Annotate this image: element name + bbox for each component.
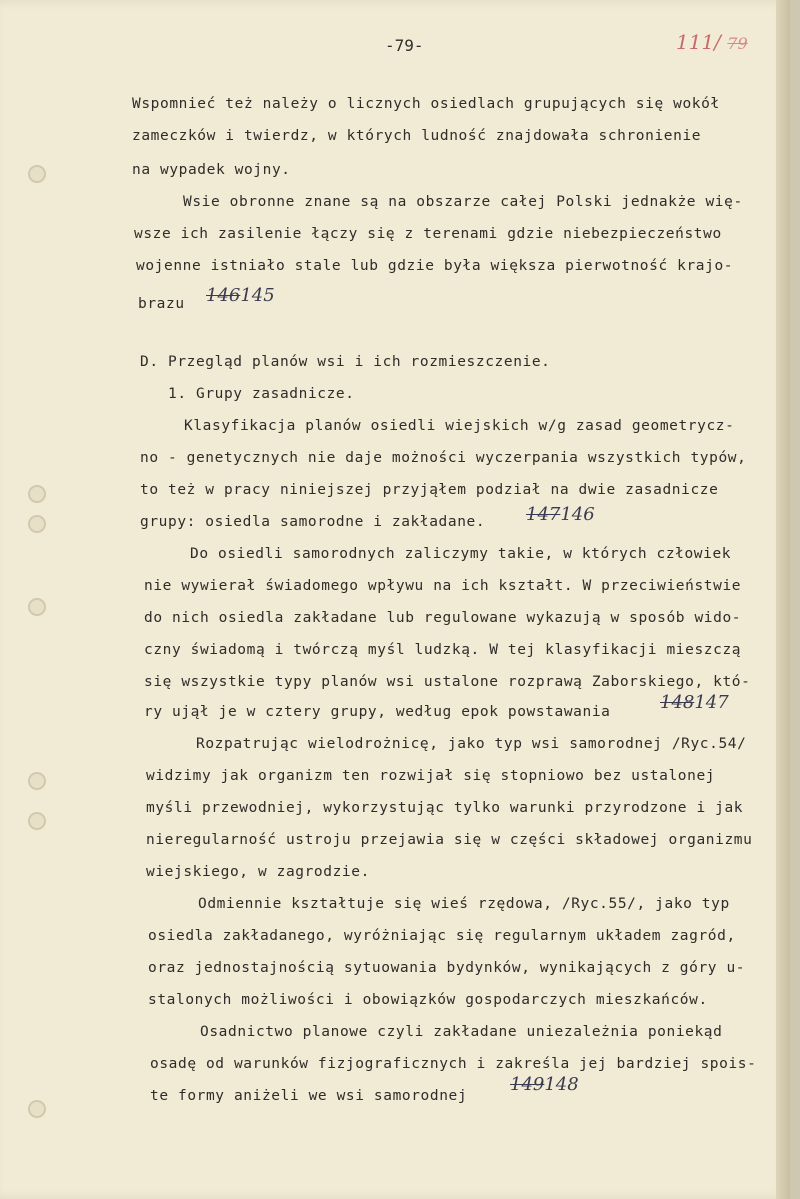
binder-hole [28,515,46,533]
binder-hole [28,1100,46,1118]
text-line: wiejskiego, w zagrodzie. [146,864,370,880]
archive-number-struck: 79 [727,34,748,53]
binder-hole [28,165,46,183]
text-line: Wspomnieć też należy o licznych osiedlach grupujących się wokół [132,96,720,112]
text-line: widzimy jak organizm ten rozwijał się stopniowo bez ustalonej [146,768,716,784]
text-line: wsze ich zasilenie łączy się z terenami gdzie niebezpieczeństwo [134,226,722,242]
text-line: Klasyfikacja planów osiedli wiejskich w/g zasad geometrycz- [184,418,735,434]
text-line: ry ujął je w cztery grupy, według epok powstawania [144,704,611,720]
new-page-ref: 147 [694,692,729,713]
struck-page-ref: 148 [660,692,695,713]
text-line: no - genetycznych nie daje możności wyczerpania wszystkich typów, [140,450,747,466]
text-line: czny świadomą i twórczą myśl ludzką. W tej klasyfikacji mieszczą [144,642,742,658]
text-line: nieregularność ustroju przejawia się w części składowej organizmu [146,832,753,848]
text-line: Wsie obronne znane są na obszarze całej Polski jednakże wię- [183,194,743,210]
handwritten-page-ref [526,504,595,525]
new-page-ref: 148 [544,1074,579,1095]
binder-hole [28,485,46,503]
text-line: osadę od warunków fizjograficznych i zakreśla jej bardziej spois- [150,1056,757,1072]
binder-hole [28,772,46,790]
text-line: Odmiennie kształtuje się wieś rzędowa, /Ryc.55/, jako typ [198,896,730,912]
text-line: wojenne istniało stale lub gdzie była większa pierwotność krajo- [136,258,734,274]
new-page-ref: 145 [240,285,275,306]
text-line: na wypadek wojny. [132,162,291,178]
text-line: te formy aniżeli we wsi samorodnej [150,1088,468,1104]
text-line: osiedla zakładanego, wyróżniając się regularnym układem zagród, [148,928,736,944]
handwritten-page-ref [206,285,275,306]
handwritten-page-ref [510,1074,579,1095]
struck-page-ref: 147 [526,504,561,525]
text-line: do nich osiedla zakładane lub regulowane wykazują w sposób wido- [144,610,742,626]
text-line: oraz jednostajnością sytuowania bydynków, wynikających z góry u- [148,960,746,976]
archive-number-main: 111/ [676,30,721,54]
paper-edge [776,0,790,1199]
text-line: Rozpatrując wielodrożnicę, jako typ wsi samorodnej /Ryc.54/ [196,736,747,752]
text-line: nie wywierał świadomego wpływu na ich kształt. W przeciwieństwie [144,578,742,594]
page-number: -79- [385,36,424,55]
text-line: to też w pracy niniejszej przyjąłem podział na dwie zasadnicze [140,482,719,498]
struck-page-ref: 146 [206,285,241,306]
text-line: Do osiedli samorodnych zaliczymy takie, w których człowiek [190,546,732,562]
text-line: stalonych możliwości i obowiązków gospodarczych mieszkańców. [148,992,708,1008]
text-line: brazu [138,296,185,312]
new-page-ref: 146 [560,504,595,525]
text-line: Osadnictwo planowe czyli zakładane uniezależnia poniekąd [200,1024,723,1040]
handwritten-page-ref [660,692,729,713]
struck-page-ref: 149 [510,1074,545,1095]
section-heading: D. Przegląd planów wsi i ich rozmieszczenie. [140,354,551,370]
text-line: myśli przewodniej, wykorzystując tylko warunki przyrodzone i jak [146,800,744,816]
binder-hole [28,598,46,616]
binder-hole [28,812,46,830]
text-line: się wszystkie typy planów wsi ustalone rozprawą Zaborskiego, któ- [144,674,751,690]
subsection-heading: 1. Grupy zasadnicze. [168,386,355,402]
text-line: zameczków i twierdz, w których ludność znajdowała schronienie [132,128,702,144]
archive-number [676,30,748,54]
text-line: grupy: osiedla samorodne i zakładane. [140,514,486,530]
